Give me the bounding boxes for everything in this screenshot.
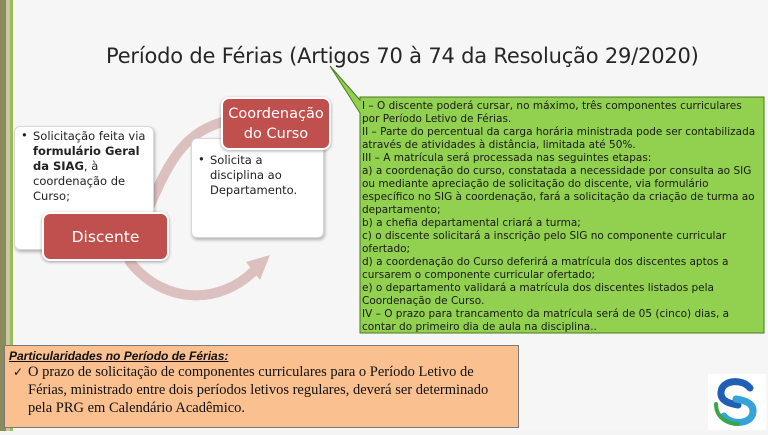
bullet-dot-icon: • — [198, 152, 205, 166]
callout-line: b) a chefia departamental criará a turma; — [362, 217, 581, 229]
discente-bullet-post: , à coordenação de Curso; — [33, 159, 126, 203]
discente-bullet-pre: Solicitação feita via — [33, 129, 146, 143]
callout-line: IV – O prazo para trancamento da matrícula será de 05 (cinco) dias, a contar do primeiro dia de aula na disciplina.. — [362, 308, 730, 333]
particularidades-text: O prazo de solicitação de componentes curriculares para o Período Letivo de Férias, ministrado entre dois períodos letivos regulares, deverá ser determinado pela PRG em Calendário Acadêmico. — [28, 364, 489, 416]
coordenacao-label-line1: Coordenação — [228, 105, 324, 122]
particularidades-box — [4, 345, 519, 428]
particularidades-title: Particularidades no Período de Férias: — [9, 349, 229, 363]
discente-bullet-bold: formulário Geral da SIAG — [33, 144, 140, 173]
coordenacao-label-line2: do Curso — [243, 125, 309, 142]
callout-text — [362, 100, 762, 334]
callout-line: I – O discente poderá cursar, no máximo, três componentes curriculares por Período Letivo de Férias. — [362, 100, 742, 125]
ufs-logo-icon — [708, 374, 766, 430]
particularidades-body — [13, 363, 513, 417]
page-title: Período de Férias (Artigos 70 à 74 da Resolução 29/2020) — [106, 44, 699, 68]
callout-line: c) o discente solicitará a inscrição pelo SIG no componente curricular ofertado; — [362, 230, 727, 255]
bullet-dot-icon: • — [21, 128, 28, 142]
check-icon: ✓ — [13, 365, 24, 379]
callout-line: e) o departamento validará a matrícula dos discentes listados pela Coordenação de Curso. — [362, 282, 714, 307]
callout-line: II – Parte do percentual da carga horária ministrada pode ser contabilizada através de atividades à distância, limitada até 50%. — [362, 126, 756, 151]
discente-label: Discente — [71, 227, 140, 246]
callout-line: III – A matrícula será processada nas seguintes etapas: — [362, 152, 652, 164]
callout-line: d) a coordenação do Curso deferirá a matrícula dos discentes aptos a cursarem o componente curricular ofertado; — [362, 256, 729, 281]
coordenacao-bullet-text: Solicita a disciplina ao Departamento. — [210, 153, 298, 197]
callout-line: a) a coordenação do curso, constatada a necessidade por consulta ao SIG ou mediante apreciação de solicitação do discente, via formulário específico no SIG à coordenação, fará a solicitação da criação de turma ao departamento; — [362, 165, 755, 216]
